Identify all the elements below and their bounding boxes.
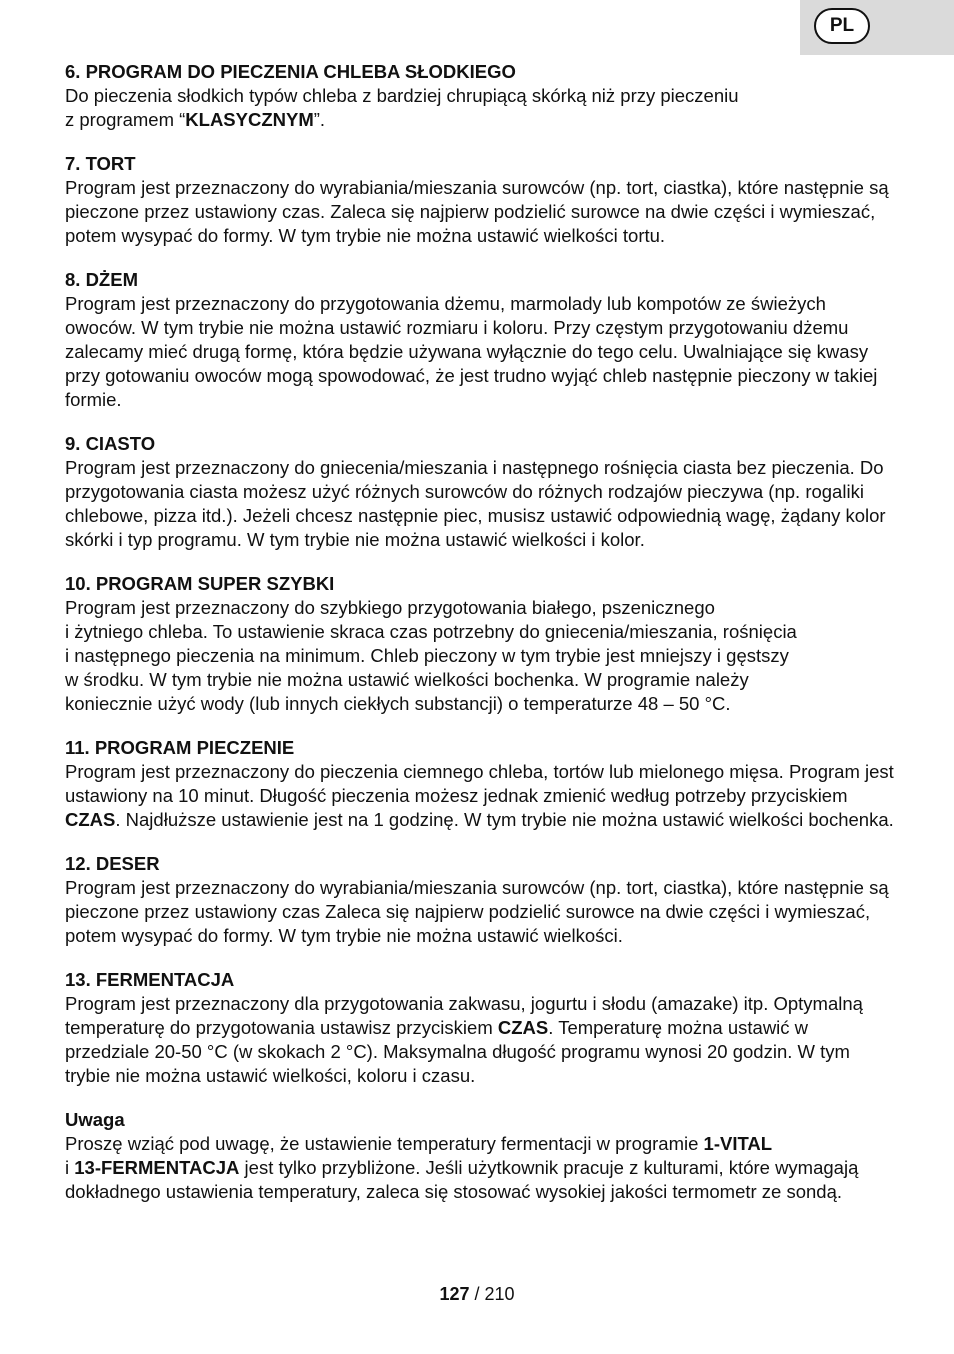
section-super-fast — [65, 572, 895, 716]
section-title: Uwaga — [65, 1109, 125, 1130]
current-page: 127 — [439, 1284, 470, 1304]
section-title: 12. DESER — [65, 853, 160, 874]
section-fermentation — [65, 968, 895, 1088]
section-body: Program jest przeznaczony do gniecenia/mieszania i następnego rośnięcia ciasta bez pieczenia. Do przygotowania ciasta możesz użyć różnych surowców do różnych rodzajów pieczywa (np. rogaliki chlebowe, pizza itd.). Jeżeli chcesz następnie piec, musisz ustawić odpowiednią wagę, żądany kolor skórki i typ programu. W tym trybie nie można ustawić wielkości i kolor. — [65, 457, 886, 550]
section-title: 6. PROGRAM DO PIECZENIA CHLEBA SŁODKIEGO — [65, 61, 516, 82]
section-body: Program jest przeznaczony do wyrabiania/mieszania surowców (np. tort, ciastka), które następnie są pieczone przez ustawiony czas Zaleca się najpierw podzielić surowce na dwie części i wymieszać, potem wysypać do formy. W tym trybie nie można ustawić wielkości. — [65, 877, 889, 946]
section-title: 8. DŻEM — [65, 269, 138, 290]
section-dessert — [65, 852, 895, 948]
section-note — [65, 1108, 895, 1204]
page-separator: / — [469, 1284, 485, 1304]
section-tort — [65, 152, 895, 248]
page-number — [0, 1284, 954, 1305]
section-title: 9. CIASTO — [65, 433, 156, 454]
section-title: 13. FERMENTACJA — [65, 969, 235, 990]
section-sweet-bread — [65, 60, 895, 132]
section-jam — [65, 268, 895, 412]
section-dough — [65, 432, 895, 552]
section-title: 7. TORT — [65, 153, 136, 174]
section-baking — [65, 736, 895, 832]
manual-content — [65, 60, 895, 1224]
section-body: Program jest przeznaczony do przygotowania dżemu, marmolady lub kompotów ze świeżych owoców. W tym trybie nie można ustawić rozmiaru i koloru. Przy częstym przygotowaniu dżemu zalecamy mieć drugą formę, która będzie używana wyłącznie do tego celu. Uwalniające się kwasy przy gotowaniu owoców mogą spowodować, że jest trudno wyjąć chleb następnie pieczony w takiej formie. — [65, 293, 878, 410]
language-tab — [800, 0, 954, 55]
section-body: Program jest przeznaczony do wyrabiania/mieszania surowców (np. tort, ciastka), które następnie są pieczone przez ustawiony czas. Zaleca się najpierw podzielić surowce na dwie części i wymieszać, potem wysypać do formy. W tym trybie nie można ustawić wielkości tortu. — [65, 177, 889, 246]
section-body: Do pieczenia słodkich typów chleba z bardziej chrupiącą skórką niż przy pieczeniu z programem “KLASYCZNYM”. — [65, 85, 739, 130]
section-body: Program jest przeznaczony do pieczenia ciemnego chleba, tortów lub mielonego mięsa. Program jest ustawiony na 10 minut. Długość pieczenia możesz jednak zmienić według potrzeby przyciskiem CZAS. Najdłuższe ustawienie jest na 1 godzinę. W tym trybie nie można ustawić wielkości bochenka. — [65, 761, 894, 830]
language-badge: PL — [814, 8, 870, 44]
section-body: Program jest przeznaczony dla przygotowania zakwasu, jogurtu i słodu (amazake) itp. Optymalną temperaturę do przygotowania ustawisz przyciskiem CZAS. Temperaturę można ustawić w przedziale 20-50 °C (w skokach 2 °C). Maksymalna długość programu wynosi 20 godzin. W tym trybie nie można ustawić wielkości, koloru i czasu. — [65, 993, 863, 1086]
section-body: Program jest przeznaczony do szybkiego przygotowania białego, pszenicznego i żytniego chleba. To ustawienie skraca czas potrzebny do gniecenia/mieszania, rośnięcia i następnego pieczenia na minimum. Chleb pieczony w tym trybie jest mniejszy i gęstszy w środku. W tym trybie nie można ustawić wielkości bochenka. W programie należy koniecznie użyć wody (lub innych ciekłych substancji) o temperaturze 48 – 50 °C. — [65, 597, 797, 714]
section-body: Proszę wziąć pod uwagę, że ustawienie temperatury fermentacji w programie 1-VITAL i 13-FERMENTACJA jest tylko przybliżone. Jeśli użytkownik pracuje z kulturami, które wymagają dokładnego ustawienia temperatury, zaleca się stosować wysokiej jakości termometr ze sondą. — [65, 1133, 859, 1202]
section-title: 11. PROGRAM PIECZENIE — [65, 737, 295, 758]
total-pages: 210 — [484, 1284, 515, 1304]
section-title: 10. PROGRAM SUPER SZYBKI — [65, 573, 335, 594]
